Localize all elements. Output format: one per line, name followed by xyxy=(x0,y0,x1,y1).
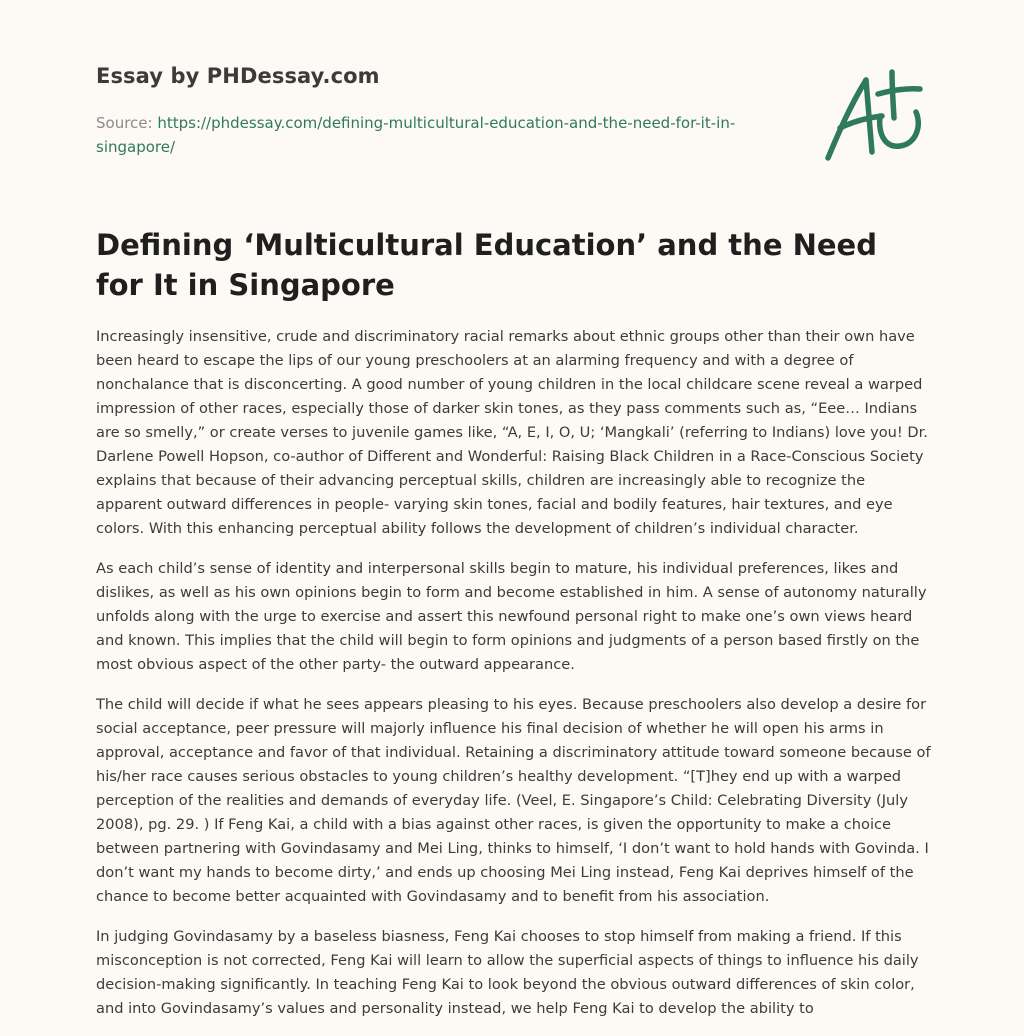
paragraph: As each child’s sense of identity and interpersonal skills begin to mature, his individual preferences, likes and dislikes, as well as his own opinions begin to form and become established in him. A sense of autonomy naturally unfolds along with the urge to exercise and assert this newfound personal right to make one’s own views heard and known. This implies that the child will begin to form opinions and judgments of a person based firstly on the most obvious aspect of the other party- the outward appearance. xyxy=(96,560,927,673)
source-link[interactable]: https://phdessay.com/defining-multicultural-education-and-the-need-for-it-in-singapore/ xyxy=(96,114,736,156)
site-brand: Essay by PHDessay.com xyxy=(96,64,380,88)
paragraph: The child will decide if what he sees appears pleasing to his eyes. Because preschoolers also develop a desire for social acceptance, peer pressure will majorly influence his final decision of whether he will open his arms in approval, acceptance and favor of that individual. Retaining a discriminatory attitude toward someone because of his/her race causes serious obstacles to young children’s healthy development. “[T]hey end up with a warped perception of the realities and demands of everyday life. (Veel, E. Singapore’s Child: Celebrating Diversity (July 2008), pg. 29. ) If Feng Kai, a child with a bias against other races, is given the opportunity to make a choice between partnering with Govindasamy and Mei Ling, thinks to himself, ‘I don’t want to hold hands with Govinda. I don’t want my hands to become dirty,’ and ends up choosing Mei Ling instead, Feng Kai deprives himself of the chance to become better acquainted with Govindasamy and to benefit from his association. xyxy=(96,696,931,905)
article-body xyxy=(96,325,932,1036)
a-plus-grade-icon xyxy=(822,66,928,166)
source-label: Source: xyxy=(96,114,158,132)
paragraph: Increasingly insensitive, crude and discriminatory racial remarks about ethnic groups other than their own have been heard to escape the lips of our young preschoolers at an alarming frequency and with a degree of nonchalance that is disconcerting. A good number of young children in the local childcare scene reveal a warped impression of other races, especially those of darker skin tones, as they pass comments such as, “Eee… Indians are so smelly,” or create verses to juvenile games like, “A, E, I, O, U; ‘Mangkali’ (referring to Indians) love you! Dr. Darlene Powell Hopson, co-author of Different and Wonderful: Raising Black Children in a Race-Conscious Society explains that because of their advancing perceptual skills, children are increasingly able to recognize the apparent outward differences in people- varying skin tones, facial and bodily features, hair textures, and eye colors. With this enhancing perceptual ability follows the development of children’s individual character. xyxy=(96,328,928,537)
source-line xyxy=(96,111,756,159)
paragraph: In judging Govindasamy by a baseless biasness, Feng Kai chooses to stop himself from making a friend. If this misconception is not corrected, Feng Kai will learn to allow the superficial aspects of things to influence his daily decision-making significantly. In teaching Feng Kai to look beyond the obvious outward differences of skin color, and into Govindasamy’s values and personality instead, we help Feng Kai to develop the ability to xyxy=(96,928,919,1017)
page-title: Defining ‘Multicultural Education’ and the Need for It in Singapore xyxy=(96,228,877,302)
